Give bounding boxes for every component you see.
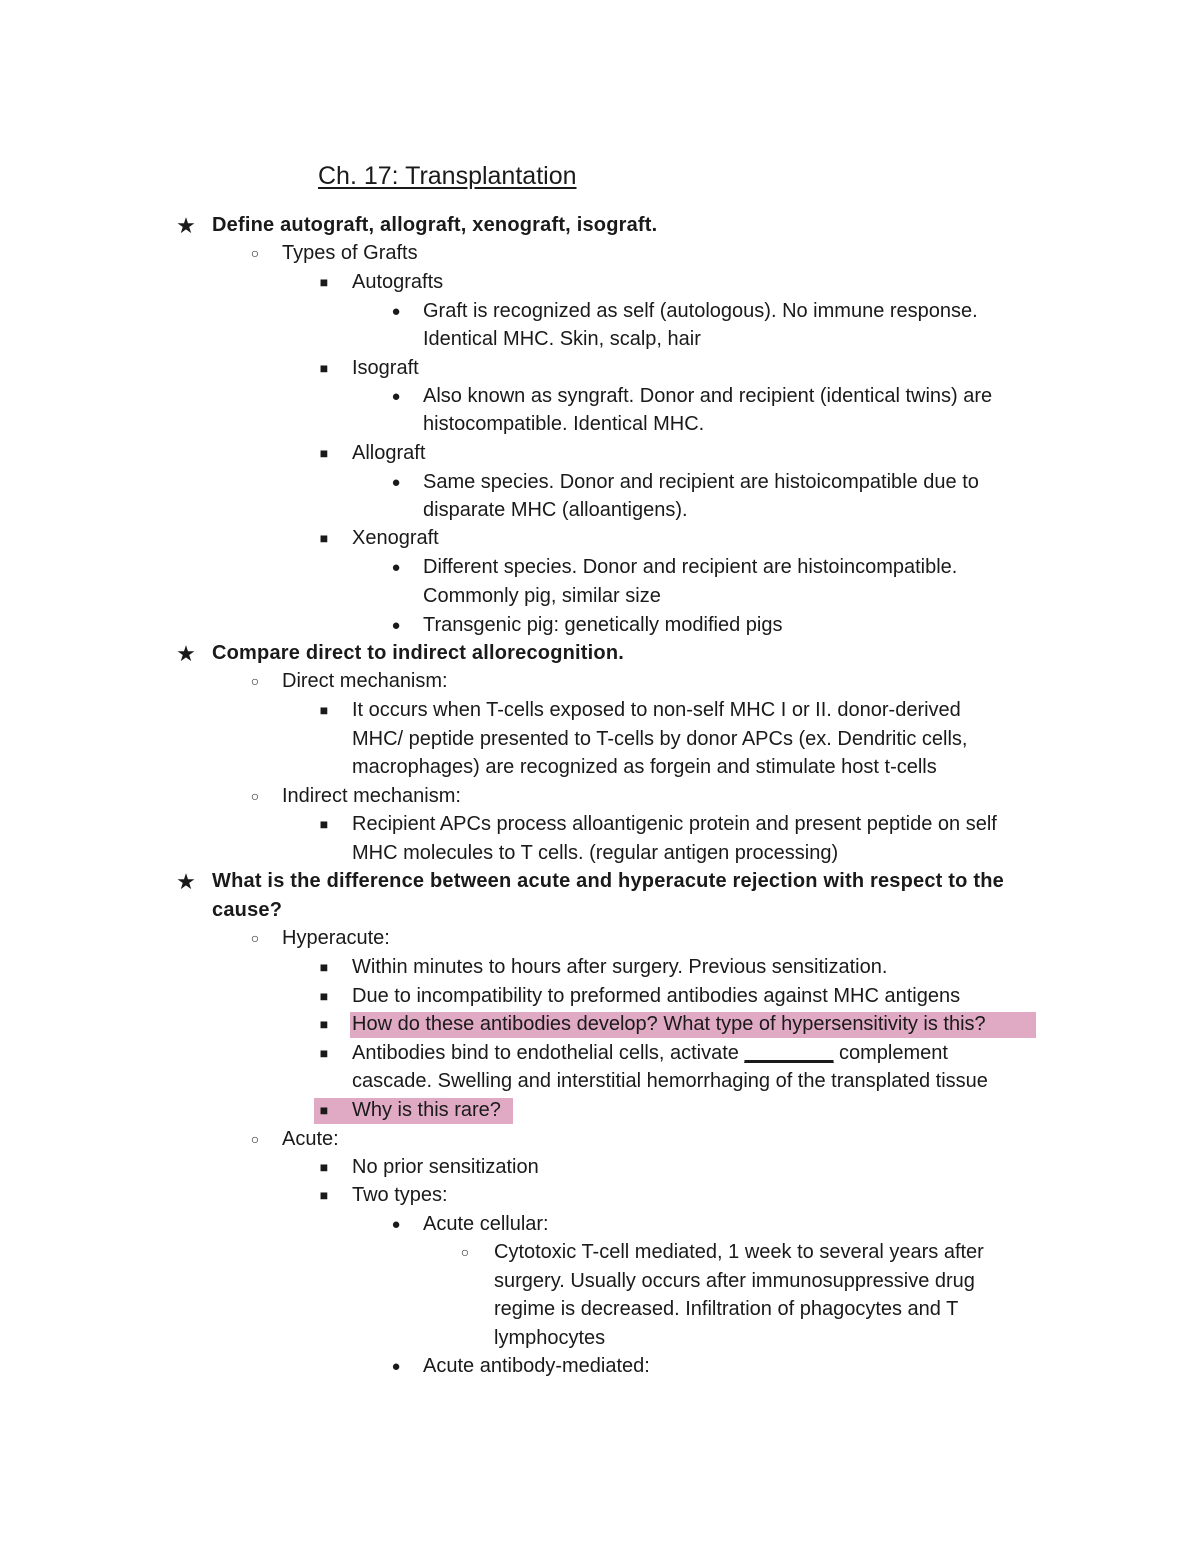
dot-bullet-icon: ● [391, 617, 401, 634]
list-item-highlighted [0, 1010, 1200, 1039]
list-item-continued [0, 839, 1200, 868]
list-item [0, 953, 1200, 982]
list-item-label: Cytotoxic T-cell mediated, 1 week to several years after [494, 1241, 984, 1263]
list-item-label: disparate MHC (alloantigens). [423, 499, 688, 521]
square-bullet-icon: ■ [319, 702, 329, 718]
open-circle-icon: ○ [460, 1244, 470, 1260]
question-3-text: What is the difference between acute and hyperacute rejection with respect to the [212, 870, 1004, 892]
list-item-continued [0, 582, 1200, 611]
list-item-label: Identical MHC. Skin, scalp, hair [423, 328, 701, 350]
list-item [0, 524, 1200, 553]
list-item-continued [0, 325, 1200, 354]
square-bullet-icon: ■ [319, 445, 329, 461]
question-2 [0, 639, 1200, 668]
list-item-label: Hyperacute: [282, 927, 390, 949]
open-circle-icon: ○ [250, 245, 260, 261]
list-item-text: Antibodies bind to endothelial cells, activate [352, 1042, 745, 1064]
list-item-continued [0, 1324, 1200, 1353]
list-item-label: MHC molecules to T cells. (regular antigen processing) [352, 842, 839, 864]
open-circle-icon: ○ [250, 788, 260, 804]
list-item [0, 297, 1200, 326]
list-item-label: Autografts [352, 271, 444, 293]
square-bullet-icon: ■ [319, 959, 329, 975]
list-item-label: Also known as syngraft. Donor and recipient (identical twins) are [423, 385, 993, 407]
star-icon: ★ [176, 869, 196, 894]
question-3-continued [0, 896, 1200, 925]
question-2-text: Compare direct to indirect allorecognition. [212, 642, 624, 664]
list-item-continued [0, 1067, 1200, 1096]
list-item [0, 1181, 1200, 1210]
list-item-label: MHC/ peptide presented to T-cells by donor APCs (ex. Dendritic cells, [352, 728, 968, 750]
star-icon: ★ [176, 641, 196, 666]
list-item-label: Recipient APCs process alloantigenic protein and present peptide on self [352, 813, 997, 835]
list-item [0, 982, 1200, 1011]
question-3 [0, 867, 1200, 896]
open-circle-icon: ○ [250, 1131, 260, 1147]
list-item [0, 439, 1200, 468]
question-1 [0, 211, 1200, 240]
fill-in-blank: ________ [744, 1042, 834, 1064]
list-item [0, 696, 1200, 725]
list-item [0, 354, 1200, 383]
list-item-label: regime is decreased. Infiltration of phagocytes and T [494, 1298, 959, 1320]
list-item-continued [0, 753, 1200, 782]
question-3-text: cause? [212, 899, 283, 921]
square-bullet-icon: ■ [319, 1159, 329, 1175]
list-item [0, 924, 1200, 953]
list-item-label: Allograft [352, 442, 426, 464]
list-item-label: surgery. Usually occurs after immunosuppressive drug [494, 1270, 975, 1292]
list-item-label: Xenograft [352, 527, 439, 549]
list-item-text: complement [833, 1042, 948, 1064]
square-bullet-icon: ■ [319, 816, 329, 832]
list-item-label: How do these antibodies develop? What type of hypersensitivity is this? [352, 1013, 986, 1035]
square-bullet-icon: ■ [319, 988, 329, 1004]
list-item [0, 382, 1200, 411]
list-item-label: It occurs when T-cells exposed to non-self MHC I or II. donor-derived [352, 699, 961, 721]
list-item-label: Different species. Donor and recipient are histoincompatible. [423, 556, 958, 578]
square-bullet-icon: ■ [319, 1187, 329, 1203]
list-item-label: Why is this rare? [352, 1099, 501, 1121]
list-item [0, 1153, 1200, 1182]
list-item-label: Acute: [282, 1128, 339, 1150]
square-bullet-icon: ■ [319, 360, 329, 376]
dot-bullet-icon: ● [391, 474, 401, 491]
dot-bullet-icon: ● [391, 559, 401, 576]
list-item-highlighted [0, 1096, 1200, 1125]
list-item-label: Due to incompatibility to preformed antibodies against MHC antigens [352, 985, 961, 1007]
list-item-continued [0, 725, 1200, 754]
square-bullet-icon: ■ [319, 1102, 329, 1118]
list-item-label: Acute antibody-mediated: [423, 1355, 650, 1377]
list-item-label: No prior sensitization [352, 1156, 539, 1178]
open-circle-icon: ○ [250, 930, 260, 946]
list-item-label: Types of Grafts [282, 242, 418, 264]
list-item-label: Isograft [352, 357, 419, 379]
dot-bullet-icon: ● [391, 1216, 401, 1233]
dot-bullet-icon: ● [391, 388, 401, 405]
list-item-continued [0, 1295, 1200, 1324]
list-item [0, 782, 1200, 811]
question-1-text: Define autograft, allograft, xenograft, isograft. [212, 214, 658, 236]
square-bullet-icon: ■ [319, 1045, 329, 1061]
list-item [0, 1352, 1200, 1381]
list-item-label: Direct mechanism: [282, 670, 448, 692]
list-item [0, 611, 1200, 640]
square-bullet-icon: ■ [319, 530, 329, 546]
list-item-label: Acute cellular: [423, 1213, 549, 1235]
list-item [0, 553, 1200, 582]
list-item-label: Indirect mechanism: [282, 785, 461, 807]
dot-bullet-icon: ● [391, 303, 401, 320]
list-item-label: Transgenic pig: genetically modified pigs [423, 614, 783, 636]
list-item-label: histocompatible. Identical MHC. [423, 413, 705, 435]
list-item-continued [0, 1267, 1200, 1296]
list-item [0, 1238, 1200, 1267]
list-item [0, 1210, 1200, 1239]
list-item [0, 667, 1200, 696]
list-item [0, 1039, 1200, 1068]
list-item-label: Within minutes to hours after surgery. Previous sensitization. [352, 956, 888, 978]
list-item-continued [0, 410, 1200, 439]
open-circle-icon: ○ [250, 673, 260, 689]
page-title: Ch. 17: Transplantation [318, 162, 577, 190]
list-item-label: macrophages) are recognized as forgein and stimulate host t-cells [352, 756, 937, 778]
square-bullet-icon: ■ [319, 274, 329, 290]
list-item-label: lymphocytes [494, 1327, 606, 1349]
list-item-label [352, 1039, 948, 1068]
list-item-label: Graft is recognized as self (autologous). No immune response. [423, 300, 978, 322]
list-item-label: Commonly pig, similar size [423, 585, 661, 607]
dot-bullet-icon: ● [391, 1358, 401, 1375]
list-item-continued [0, 496, 1200, 525]
list-item [0, 239, 1200, 268]
list-item-label: Same species. Donor and recipient are histoicompatible due to [423, 471, 979, 493]
list-item [0, 268, 1200, 297]
list-item [0, 468, 1200, 497]
square-bullet-icon: ■ [319, 1016, 329, 1032]
list-item [0, 810, 1200, 839]
star-icon: ★ [176, 213, 196, 238]
list-item-label: Two types: [352, 1184, 448, 1206]
list-item-label: cascade. Swelling and interstitial hemorrhaging of the transplated tissue [352, 1070, 988, 1092]
list-item [0, 1125, 1200, 1154]
